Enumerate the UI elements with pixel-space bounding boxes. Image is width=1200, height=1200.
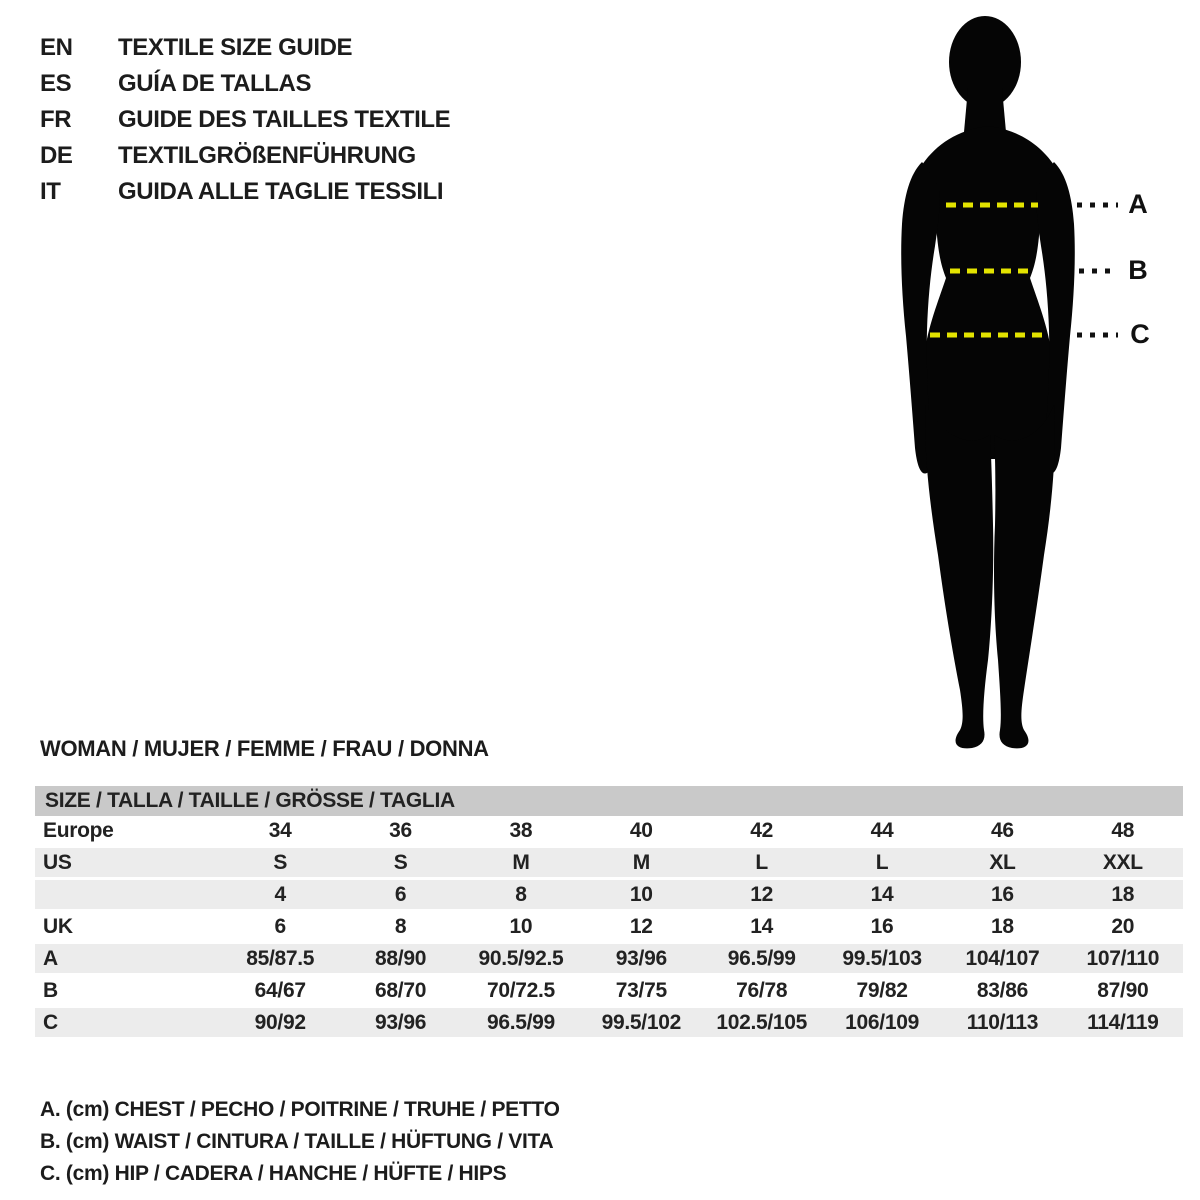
table-cell: 99.5/102: [601, 1010, 681, 1034]
table-cell: 10: [509, 914, 533, 938]
table-cell: S: [393, 850, 408, 874]
table-row: [35, 816, 1183, 847]
left-leg-shape: [925, 405, 993, 748]
table-cell: 42: [750, 818, 774, 842]
table-cell: 110/113: [966, 1010, 1039, 1034]
measure-label-a: A: [1128, 189, 1148, 219]
table-row: [35, 847, 1183, 879]
table-cell: 96.5/99: [727, 946, 796, 970]
torso-shape: [920, 126, 1056, 459]
legend-hip: C. (cm) HIP / CADERA / HANCHE / HÜFTE / HIPS: [40, 1162, 507, 1185]
table-cell: 93/96: [375, 1010, 427, 1034]
lang-row-es: [40, 66, 450, 102]
table-cell: 68/70: [375, 978, 427, 1002]
lang-row-de: [40, 138, 450, 174]
row-label: US: [43, 850, 72, 874]
table-cell: XXL: [1102, 850, 1143, 874]
table-cell: 107/110: [1086, 946, 1160, 970]
lang-code: ES: [40, 70, 72, 97]
table-cell: 114/119: [1087, 1010, 1159, 1034]
table-cell: L: [755, 850, 768, 874]
measurement-legend: [40, 1094, 560, 1190]
table-cell: 40: [629, 818, 653, 842]
table-cell: 8: [515, 882, 527, 906]
table-cell: 34: [268, 818, 292, 842]
table-cell: 10: [629, 882, 653, 906]
table-cell: 93/96: [615, 946, 667, 970]
table-cell: 90/92: [254, 1010, 306, 1034]
table-cell: 12: [750, 882, 774, 906]
size-table-body: [35, 816, 1183, 1039]
row-label: B: [43, 978, 58, 1002]
table-cell: 85/87.5: [246, 946, 315, 970]
table-cell: 6: [274, 914, 286, 938]
table-cell: 14: [870, 882, 894, 906]
table-cell: 18: [1111, 882, 1135, 906]
table-cell: 36: [389, 818, 412, 842]
table-cell: XL: [989, 850, 1016, 874]
table-cell: 76/78: [736, 978, 788, 1002]
lang-code: EN: [40, 34, 73, 61]
lang-title: GUÍA DE TALLAS: [118, 70, 312, 97]
language-title-list: [40, 30, 450, 210]
table-cell: 44: [870, 818, 894, 842]
table-cell: M: [512, 850, 530, 874]
table-cell: S: [273, 850, 288, 874]
lang-code: FR: [40, 106, 72, 133]
lang-title: TEXTILGRÖßENFÜHRUNG: [118, 142, 416, 169]
table-cell: 70/72.5: [486, 978, 555, 1002]
table-cell: M: [632, 850, 650, 874]
table-cell: 20: [1111, 914, 1135, 938]
table-cell: 16: [991, 882, 1014, 906]
legend-chest: A. (cm) CHEST / PECHO / POITRINE / TRUHE / PETTO: [40, 1098, 560, 1121]
table-row: [35, 1007, 1183, 1039]
table-cell: 79/82: [856, 978, 908, 1002]
table-cell: 88/90: [375, 946, 427, 970]
table-cell: 90.5/92.5: [478, 946, 564, 970]
table-row: [35, 943, 1183, 975]
table-cell: 96.5/99: [486, 1010, 555, 1034]
table-cell: 18: [991, 914, 1014, 938]
table-cell: L: [875, 850, 889, 874]
table-cell: 106/109: [845, 1010, 919, 1034]
table-cell: 46: [991, 818, 1014, 842]
lang-title: GUIDE DES TAILLES TEXTILE: [118, 106, 451, 133]
table-row: [35, 975, 1183, 1007]
table-row: [35, 911, 1183, 943]
row-label: UK: [43, 914, 73, 938]
woman-silhouette-figure: [880, 10, 1200, 750]
lang-code: DE: [40, 142, 73, 169]
table-cell: 16: [870, 914, 894, 938]
lang-row-it: [40, 174, 450, 210]
measure-label-c: C: [1130, 319, 1150, 349]
table-cell: 102.5/105: [716, 1010, 808, 1034]
table-row: [35, 879, 1183, 911]
table-cell: 38: [509, 818, 533, 842]
lang-title: GUIDA ALLE TAGLIE TESSILI: [118, 178, 444, 205]
table-cell: 83/86: [976, 978, 1028, 1002]
woman-silhouette: [880, 10, 1140, 750]
lang-title: TEXTILE SIZE GUIDE: [118, 34, 353, 61]
table-cell: 4: [274, 882, 286, 906]
section-title: WOMAN / MUJER / FEMME / FRAU / DONNA: [40, 736, 489, 761]
row-label: Europe: [43, 818, 114, 842]
size-table-header-row: [35, 786, 1183, 816]
body-shapes: [901, 16, 1075, 748]
lang-row-fr: [40, 102, 450, 138]
table-cell: 12: [629, 914, 653, 938]
lang-row-en: [40, 30, 450, 66]
table-cell: 8: [394, 914, 407, 938]
legend-waist: B. (cm) WAIST / CINTURA / TAILLE / HÜFTUNG / VITA: [40, 1130, 554, 1153]
table-cell: 48: [1111, 818, 1135, 842]
table-cell: 99.5/103: [842, 946, 922, 970]
table-cell: 14: [750, 914, 774, 938]
table-cell: 73/75: [615, 978, 667, 1002]
row-label: A: [43, 946, 58, 970]
size-table-header: SIZE / TALLA / TAILLE / GRÖSSE / TAGLIA: [45, 789, 455, 812]
table-cell: 6: [394, 882, 407, 906]
lang-code: IT: [40, 178, 61, 205]
measure-label-b: B: [1128, 255, 1148, 285]
row-label: [35, 879, 220, 911]
table-cell: 104/107: [965, 946, 1040, 970]
table-cell: 87/90: [1097, 978, 1149, 1002]
size-table: [35, 786, 1183, 1040]
right-leg-shape: [994, 405, 1055, 748]
row-label: C: [43, 1010, 58, 1034]
table-cell: 64/67: [254, 978, 306, 1002]
